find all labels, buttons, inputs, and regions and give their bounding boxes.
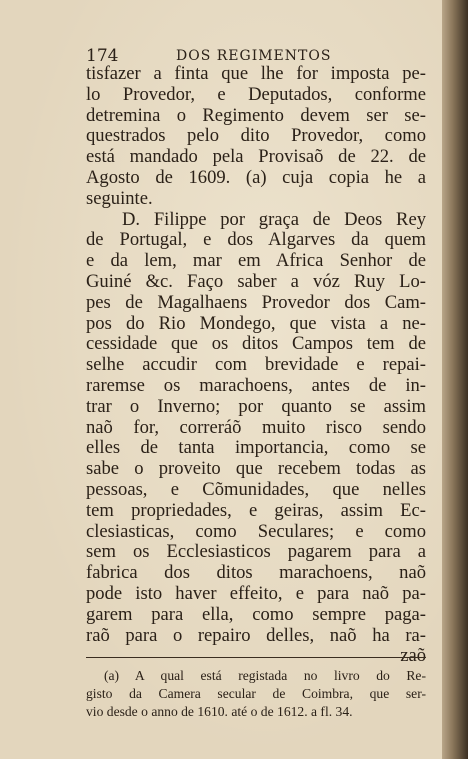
text-line: de Portugal, e dos Algarves da quem xyxy=(86,229,426,251)
footnote-line: vio desde o anno de 1610. até o de 1612. a fl. 34. xyxy=(86,704,353,719)
text-line: pos do Rio Mondego, que vista a ne- xyxy=(86,312,426,334)
text-line: tem propriedades, e geiras, assim Ec- xyxy=(86,499,426,521)
text-line: pode isto haver effeito, e para naõ pa- xyxy=(86,582,426,604)
text-line: seguinte. xyxy=(86,187,153,209)
text-line: pessoas, e Cõmunidades, que nelles xyxy=(86,478,426,500)
catchword: zaõ xyxy=(400,645,426,667)
book-edge xyxy=(442,0,468,759)
text-line: detremina o Regimento devem ser se- xyxy=(86,104,426,126)
text-line: e da lem, mar em Africa Senhor de xyxy=(86,250,426,272)
text-line: raremse os marachoens, antes de in- xyxy=(86,374,426,396)
text-line: elles de tanta importancia, como se xyxy=(86,437,426,459)
text-line: fabrica dos ditos marachoens, naõ xyxy=(86,562,426,584)
page-number: 174 xyxy=(86,46,119,66)
text-line: garem para ella, como sempre paga- xyxy=(86,603,426,625)
running-title: DOS REGIMENTOS xyxy=(176,48,332,64)
footnote-line: (a) A qual está registada no livro do Re- xyxy=(104,668,426,683)
footnote-line: gisto da Camera secular de Coimbra, que ser- xyxy=(86,686,426,701)
text-line: naõ for, correráõ muito risco sendo xyxy=(86,416,426,438)
footnote xyxy=(86,667,426,721)
text-line: Guiné &c. Faço saber a vóz Ruy Lo- xyxy=(86,270,426,292)
text-line: lo Provedor, e Deputados, conforme xyxy=(86,83,426,105)
text-line: sem os Ecclesiasticos pagarem para a xyxy=(86,541,426,563)
text-line: selhe accudir com brevidade e repai- xyxy=(86,354,426,376)
text-line: cessidade que os ditos Campos tem de xyxy=(86,333,426,355)
text-line: D. Filippe por graça de Deos Rey xyxy=(122,208,426,230)
text-line: Agosto de 1609. (a) cuja copia he a xyxy=(86,166,426,188)
text-line: clesiasticas, como Seculares; e como xyxy=(86,520,426,542)
text-line: está mandado pela Provisaõ de 22. de xyxy=(86,146,426,168)
text-line: pes de Magalhaens Provedor dos Cam- xyxy=(86,291,426,313)
text-line: questrados pelo dito Provedor, como xyxy=(86,125,426,147)
text-line: sabe o proveito que recebem todas as xyxy=(86,458,426,480)
text-line: raõ para o repairo delles, naõ ha ra- xyxy=(86,624,426,646)
text-line: trar o Inverno; por quanto se assim xyxy=(86,395,426,417)
text-line: tisfazer a finta que lhe for imposta pe- xyxy=(86,63,426,84)
footnote-rule xyxy=(86,657,426,658)
body-text xyxy=(86,64,426,667)
